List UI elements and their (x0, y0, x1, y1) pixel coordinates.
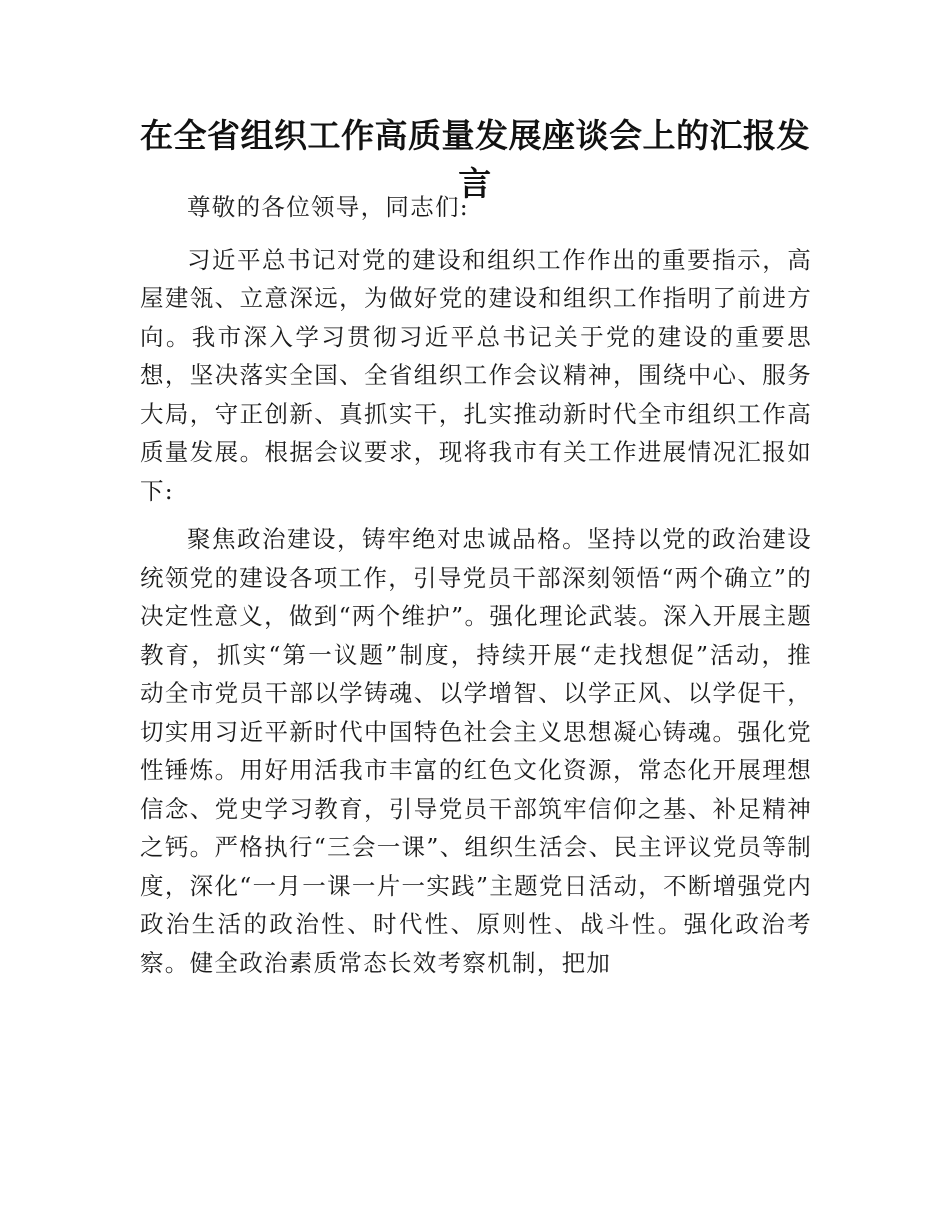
document-body (140, 188, 812, 992)
body-paragraph-intro: 习近平总书记对党的建设和组织工作作出的重要指示，高屋建瓴、立意深远，为做好党的建设和组织工作指明了前进方向。我市深入学习贯彻习近平总书记关于党的建设的重要思想，坚决落实全国、全省组织工作会议精神，围绕中心、服务大局，守正创新、真抓实干，扎实推动新时代全市组织工作高质量发展。根据会议要求，现将我市有关工作进展情况汇报如下: (140, 245, 812, 505)
salutation: 尊敬的各位领导，同志们: (187, 193, 470, 221)
document-title: 在全省组织工作高质量发展座谈会上的汇报发言 (140, 116, 810, 203)
body-paragraph-political-building: 聚焦政治建设，铸牢绝对忠诚品格。坚持以党的政治建设统领党的建设各项工作，引导党员干部深刻领悟“两个确立”的决定性意义，做到“两个维护”。强化理论武装。深入开展主题教育，抓实“第一议题”制度，持续开展“走找想促”活动，推动全市党员干部以学铸魂、以学增智、以学正风、以学促干，切实用习近平新时代中国特色社会主义思想凝心铸魂。强化党性锤炼。用好用活我市丰富的红色文化资源，常态化开展理想信念、党史学习教育，引导党员干部筑牢信仰之基、补足精神之钙。严格执行“三会一课”、组织生活会、民主评议党员等制度，深化“一月一课一片一实践”主题党日活动，不断增强党内政治生活的政治性、时代性、原则性、战斗性。强化政治考察。健全政治素质常态长效考察机制，把加 (140, 525, 812, 977)
